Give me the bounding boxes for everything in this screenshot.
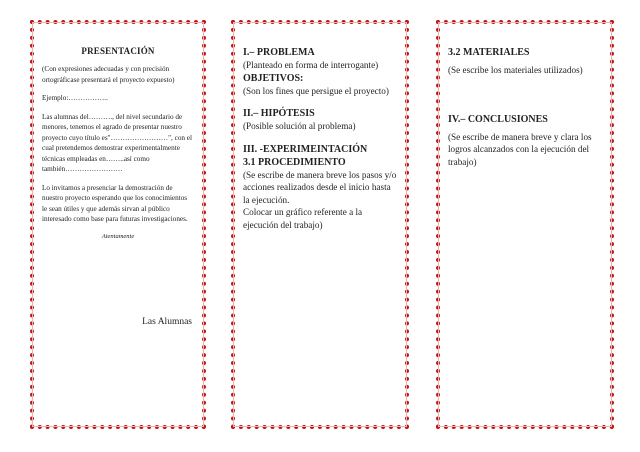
materials-text: (Se escribe los materiales utilizados) xyxy=(448,65,583,75)
presentation-example: Ejemplo:…………….. xyxy=(42,94,108,102)
hypothesis-heading: II.– HIPÓTESIS xyxy=(243,108,315,119)
method-panel xyxy=(231,20,409,429)
authors-footer: Las Alumnas xyxy=(142,317,192,327)
experimentation-heading: III. -EXPERIMEINTACIÓN xyxy=(243,143,368,155)
objectives-text: (Son los fines que persigue el proyecto) xyxy=(243,85,389,96)
presentation-body: Las alumnas del………., del nivel secundario de menores, tenemos el agrado de presentar nuestro proyecto cuyo título es"……………………", con el cual pretendemos demostrar experimentalmente técnicas empleadas en……..así como también…………………… xyxy=(42,112,192,173)
results-content xyxy=(448,46,602,168)
presentation-content xyxy=(42,46,194,240)
problem-text: (Planteado en forma de interrogante) xyxy=(243,60,379,70)
method-content xyxy=(243,46,397,231)
presentation-invitation: Lo invitamos a presenciar la demostración de nuestro proyecto esperando que los conocimientos le sean útiles y que además sirvan al público interesado como base para futuras investigaciones. xyxy=(42,183,188,223)
presentation-panel xyxy=(30,20,206,429)
conclusions-heading: IV.– CONCLUSIONES xyxy=(448,113,548,125)
problem-heading: I.– PROBLEMA xyxy=(243,47,315,58)
procedure-heading: 3.1 PROCEDIMIENTO xyxy=(243,156,346,168)
results-panel xyxy=(436,20,614,429)
procedure-graphic-note: Colocar un gráfico referente a la ejecución del trabajo) xyxy=(243,207,363,230)
hypothesis-text: (Posible solución al problema) xyxy=(243,121,356,131)
materials-heading: 3.2 MATERIALES xyxy=(448,47,530,58)
objectives-heading: OBJETIVOS: xyxy=(243,72,304,84)
presentation-instructions: (Con expresiones adecuadas y con precisión ortográficase presentará el proyecto expuesto) xyxy=(42,65,175,84)
signature: Atentamente xyxy=(101,232,135,240)
presentation-title: PRESENTACIÓN xyxy=(81,46,155,56)
conclusions-text: (Se escribe de manera breve y clara los logros alcanzados con la ejecución del trabajo) xyxy=(448,131,592,167)
procedure-text: (Se escribe de manera breve los pasos y/o acciones realizados desde el inicio hasta la ejecución. xyxy=(243,169,397,205)
